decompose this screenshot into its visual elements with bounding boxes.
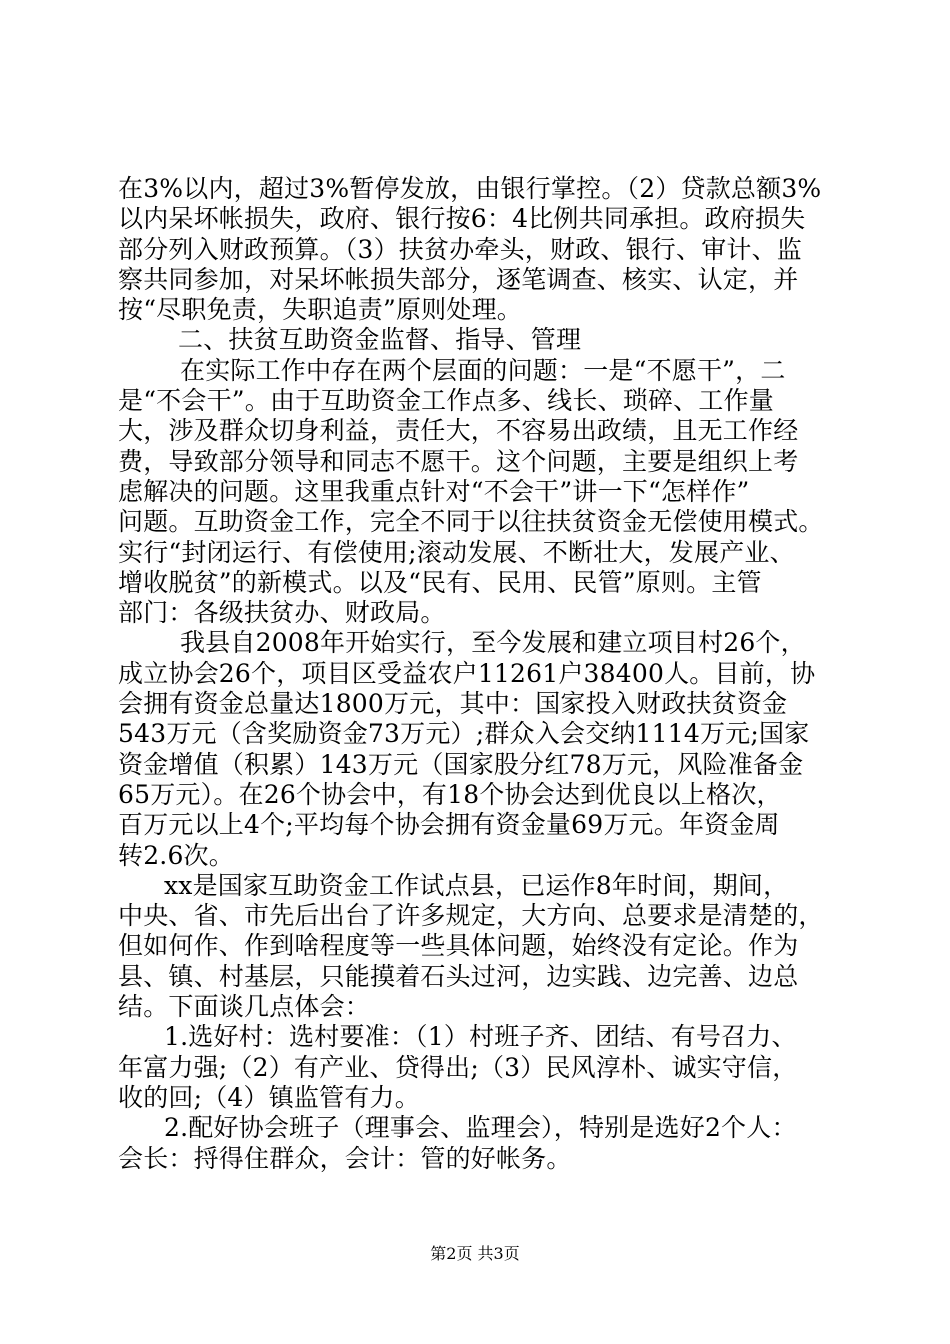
text-line: 按“尽职免责，失职追责”原则处理。: [118, 295, 522, 325]
text-line: xx是国家互助资金工作试点县，已运作8年时间，期间，: [164, 870, 789, 900]
text-line: 大，涉及群众切身利益，责任大，不容易出政绩，且无工作经: [118, 416, 799, 446]
text-line: 543万元（含奖励资金73万元）;群众入会交纳1114万元;国家: [118, 719, 810, 749]
text-line: 我县自2008年开始实行，至今发展和建立项目村26个，: [180, 628, 806, 658]
text-line: 年富力强;（2）有产业、贷得出;（3）民风淳朴、诚实守信，: [118, 1052, 798, 1082]
text-line: 结。下面谈几点体会：: [118, 992, 371, 1022]
section-heading: 二、扶贫互助资金监督、指导、管理: [178, 325, 582, 355]
text-line: 会拥有资金总量达1800万元，其中：国家投入财政扶贫资金: [118, 689, 788, 719]
text-line: 百万元以上4个;平均每个协会拥有资金量69万元。年资金周: [118, 810, 780, 840]
text-line: 费，导致部分领导和同志不愿干。这个问题，主要是组织上考: [118, 446, 799, 476]
text-line: 1.选好村：选村要准：（1）村班子齐、团结、有号召力、: [164, 1022, 797, 1052]
text-line: 转2.6次。: [118, 840, 234, 870]
text-line: 但如何作、作到啥程度等一些具体问题，始终没有定论。作为: [118, 931, 799, 961]
text-line: 是“不会干”。由于互助资金工作点多、线长、琐碎、工作量: [118, 386, 774, 416]
text-line: 在实际工作中存在两个层面的问题：一是“不愿干”，二: [180, 355, 786, 385]
text-line: 会长：捋得住群众，会计：管的好帐务。: [118, 1143, 572, 1173]
text-line: 虑解决的问题。这里我重点针对“不会干”讲一下“怎样作”: [118, 476, 750, 506]
text-line: 在3%以内，超过3%暂停发放，由银行掌控。（2）贷款总额3%: [118, 174, 822, 203]
text-line: 收的回;（4）镇监管有力。: [118, 1082, 420, 1112]
text-line: 65万元）。在26个协会中，有18个协会达到优良以上格次，: [118, 779, 782, 809]
text-line: 县、镇、村基层，只能摸着石头过河，边实践、边完善、边总: [118, 961, 799, 991]
text-line: 中央、省、市先后出台了许多规定，大方向、总要求是清楚的，: [118, 901, 824, 931]
text-line: 成立协会26个，项目区受益农户11261户38400人。目前，协: [118, 658, 816, 688]
page-footer: 第2页 共3页: [430, 1244, 520, 1263]
document-body: [118, 174, 838, 1174]
text-line: 部分列入财政预算。（3）扶贫办牵头，财政、银行、审计、监: [118, 234, 803, 264]
text-line: 资金增值（积累）143万元（国家股分红78万元，风险准备金: [118, 749, 804, 779]
text-line: 实行“封闭运行、有偿使用;滚动发展、不断壮大，发展产业、: [118, 537, 795, 567]
text-line: 2.配好协会班子（理事会、监理会），特别是选好2个人：: [164, 1113, 797, 1143]
text-line: 增收脱贫”的新模式。以及“民有、民用、民管”原则。主管: [118, 567, 762, 597]
text-line: 察共同参加，对呆坏帐损失部分，逐笔调查、核实、认定，并: [118, 264, 799, 294]
text-line: 问题。互助资金工作，完全不同于以往扶贫资金无偿使用模式。: [118, 507, 824, 537]
text-line: 以内呆坏帐损失，政府、银行按6：4比例共同承担。政府损失: [118, 204, 806, 234]
text-line: 部门：各级扶贫办、财政局。: [118, 598, 446, 628]
